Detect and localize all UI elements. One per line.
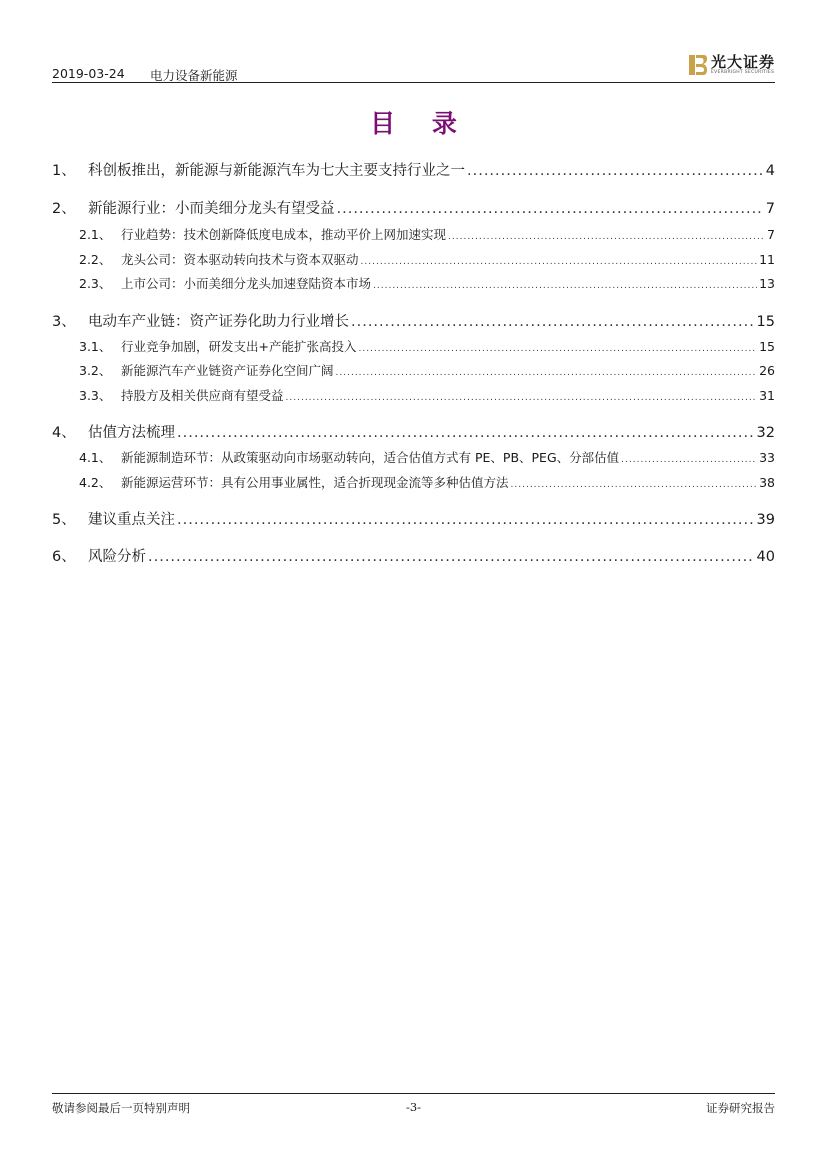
toc-entry-label: 新能源制造环节：从政策驱动向市场驱动转向，适合估值方式有 PE、PB、PEG、分部估值 bbox=[121, 450, 620, 465]
toc-entry-page: 40 bbox=[756, 549, 775, 565]
page-header bbox=[52, 48, 775, 83]
toc-entry-label: 科创板推出，新能源与新能源汽车为七大主要支持行业之一 bbox=[88, 163, 465, 179]
toc-entry[interactable] bbox=[52, 225, 775, 243]
toc-leader-dots bbox=[336, 368, 758, 378]
toc-entry-label: 新能源汽车产业链资产证券化空间广阔 bbox=[121, 363, 334, 378]
toc-entry-page: 7 bbox=[767, 227, 775, 242]
page-footer bbox=[52, 1093, 775, 1124]
toc-entry-number: 3.2、 bbox=[79, 363, 112, 378]
logo-chinese-name: 光大证券 bbox=[710, 53, 775, 71]
toc-entry-page: 15 bbox=[759, 339, 775, 354]
toc-entry-page: 15 bbox=[756, 314, 775, 330]
toc-entry-page: 31 bbox=[759, 388, 775, 403]
toc-entry-number: 1、 bbox=[52, 163, 76, 179]
toc-entry-number: 6、 bbox=[52, 549, 76, 565]
toc-entry-page: 39 bbox=[756, 512, 775, 528]
toc-entry[interactable] bbox=[52, 386, 775, 404]
toc-leader-dots bbox=[511, 480, 758, 490]
toc-entry[interactable] bbox=[52, 508, 775, 528]
toc-entry[interactable] bbox=[52, 448, 775, 466]
toc-entry-label: 上市公司：小而美细分龙头加速登陆资本市场 bbox=[121, 276, 372, 291]
report-type: 证券研究报告 bbox=[706, 1101, 775, 1115]
toc-entry[interactable] bbox=[52, 197, 775, 217]
toc-entry-number: 4.1、 bbox=[79, 450, 112, 465]
toc-entry-label: 行业竞争加剧，研发支出+产能扩张高投入 bbox=[121, 339, 357, 354]
toc-entry-label: 新能源运营环节：具有公用事业属性，适合折现现金流等多种估值方法 bbox=[121, 475, 509, 490]
toc-entry[interactable] bbox=[52, 421, 775, 441]
toc-entry-page: 32 bbox=[756, 425, 775, 441]
toc-entry-page: 7 bbox=[765, 201, 775, 217]
report-date: 2019-03-24 bbox=[52, 66, 125, 81]
toc-entry-page: 13 bbox=[759, 276, 775, 291]
report-sector: 电力设备新能源 bbox=[150, 68, 238, 83]
toc-entry-number: 3.1、 bbox=[79, 339, 112, 354]
toc-leader-dots bbox=[177, 425, 755, 441]
toc-entry-page: 4 bbox=[765, 163, 775, 179]
toc-entry-number: 5、 bbox=[52, 512, 76, 528]
disclaimer-note: 敬请参阅最后一页特别声明 bbox=[52, 1101, 190, 1115]
toc-entry[interactable] bbox=[52, 337, 775, 355]
toc-title: 目 录 bbox=[370, 109, 471, 138]
toc-leader-dots bbox=[148, 549, 755, 565]
toc-entry-number: 3.3、 bbox=[79, 388, 112, 403]
toc-leader-dots bbox=[351, 314, 755, 330]
toc-entry-number: 2.2、 bbox=[79, 252, 112, 267]
toc-entry-number: 4.2、 bbox=[79, 475, 112, 490]
toc-entry-number: 2.1、 bbox=[79, 227, 112, 242]
toc-entry-label: 风险分析 bbox=[88, 549, 146, 565]
toc-entry[interactable] bbox=[52, 159, 775, 179]
toc-entry-page: 33 bbox=[759, 450, 775, 465]
toc-leader-dots bbox=[358, 344, 757, 354]
toc-entry-number: 3、 bbox=[52, 314, 76, 330]
everbright-logo-icon bbox=[688, 54, 708, 76]
page-number: -3- bbox=[405, 1100, 422, 1114]
toc-entry[interactable] bbox=[52, 250, 775, 268]
toc-leader-dots bbox=[621, 455, 757, 465]
toc-leader-dots bbox=[286, 393, 758, 403]
toc-entry-number: 2.3、 bbox=[79, 276, 112, 291]
everbright-logo bbox=[688, 52, 775, 78]
toc-entry-page: 38 bbox=[759, 475, 775, 490]
toc-entry[interactable] bbox=[52, 361, 775, 379]
toc-leader-dots bbox=[177, 512, 755, 528]
toc-entry-label: 建议重点关注 bbox=[88, 512, 175, 528]
toc-entry-page: 11 bbox=[759, 252, 775, 267]
toc-entry-page: 26 bbox=[759, 363, 775, 378]
toc-entry[interactable] bbox=[52, 545, 775, 565]
toc-entry-label: 新能源行业：小而美细分龙头有望受益 bbox=[88, 201, 335, 217]
toc-entry-label: 电动车产业链：资产证券化助力行业增长 bbox=[88, 314, 349, 330]
toc-entry-number: 2、 bbox=[52, 201, 76, 217]
toc-leader-dots bbox=[337, 201, 764, 217]
toc-leader-dots bbox=[448, 232, 765, 242]
toc-entry-label: 持股方及相关供应商有望受益 bbox=[121, 388, 284, 403]
logo-english-name: EVERBRIGHT SECURITIES bbox=[710, 70, 775, 75]
toc-entry-number: 4、 bbox=[52, 425, 76, 441]
toc-entry-label: 估值方法梳理 bbox=[88, 425, 175, 441]
toc-entry[interactable] bbox=[52, 310, 775, 330]
toc-leader-dots bbox=[361, 257, 758, 267]
toc-leader-dots bbox=[373, 281, 757, 291]
toc-leader-dots bbox=[467, 163, 764, 179]
toc-entry[interactable] bbox=[52, 473, 775, 491]
toc-entry[interactable] bbox=[52, 274, 775, 292]
toc-entry-label: 龙头公司：资本驱动转向技术与资本双驱动 bbox=[121, 252, 359, 267]
toc-entry-label: 行业趋势：技术创新降低度电成本，推动平价上网加速实现 bbox=[121, 227, 447, 242]
